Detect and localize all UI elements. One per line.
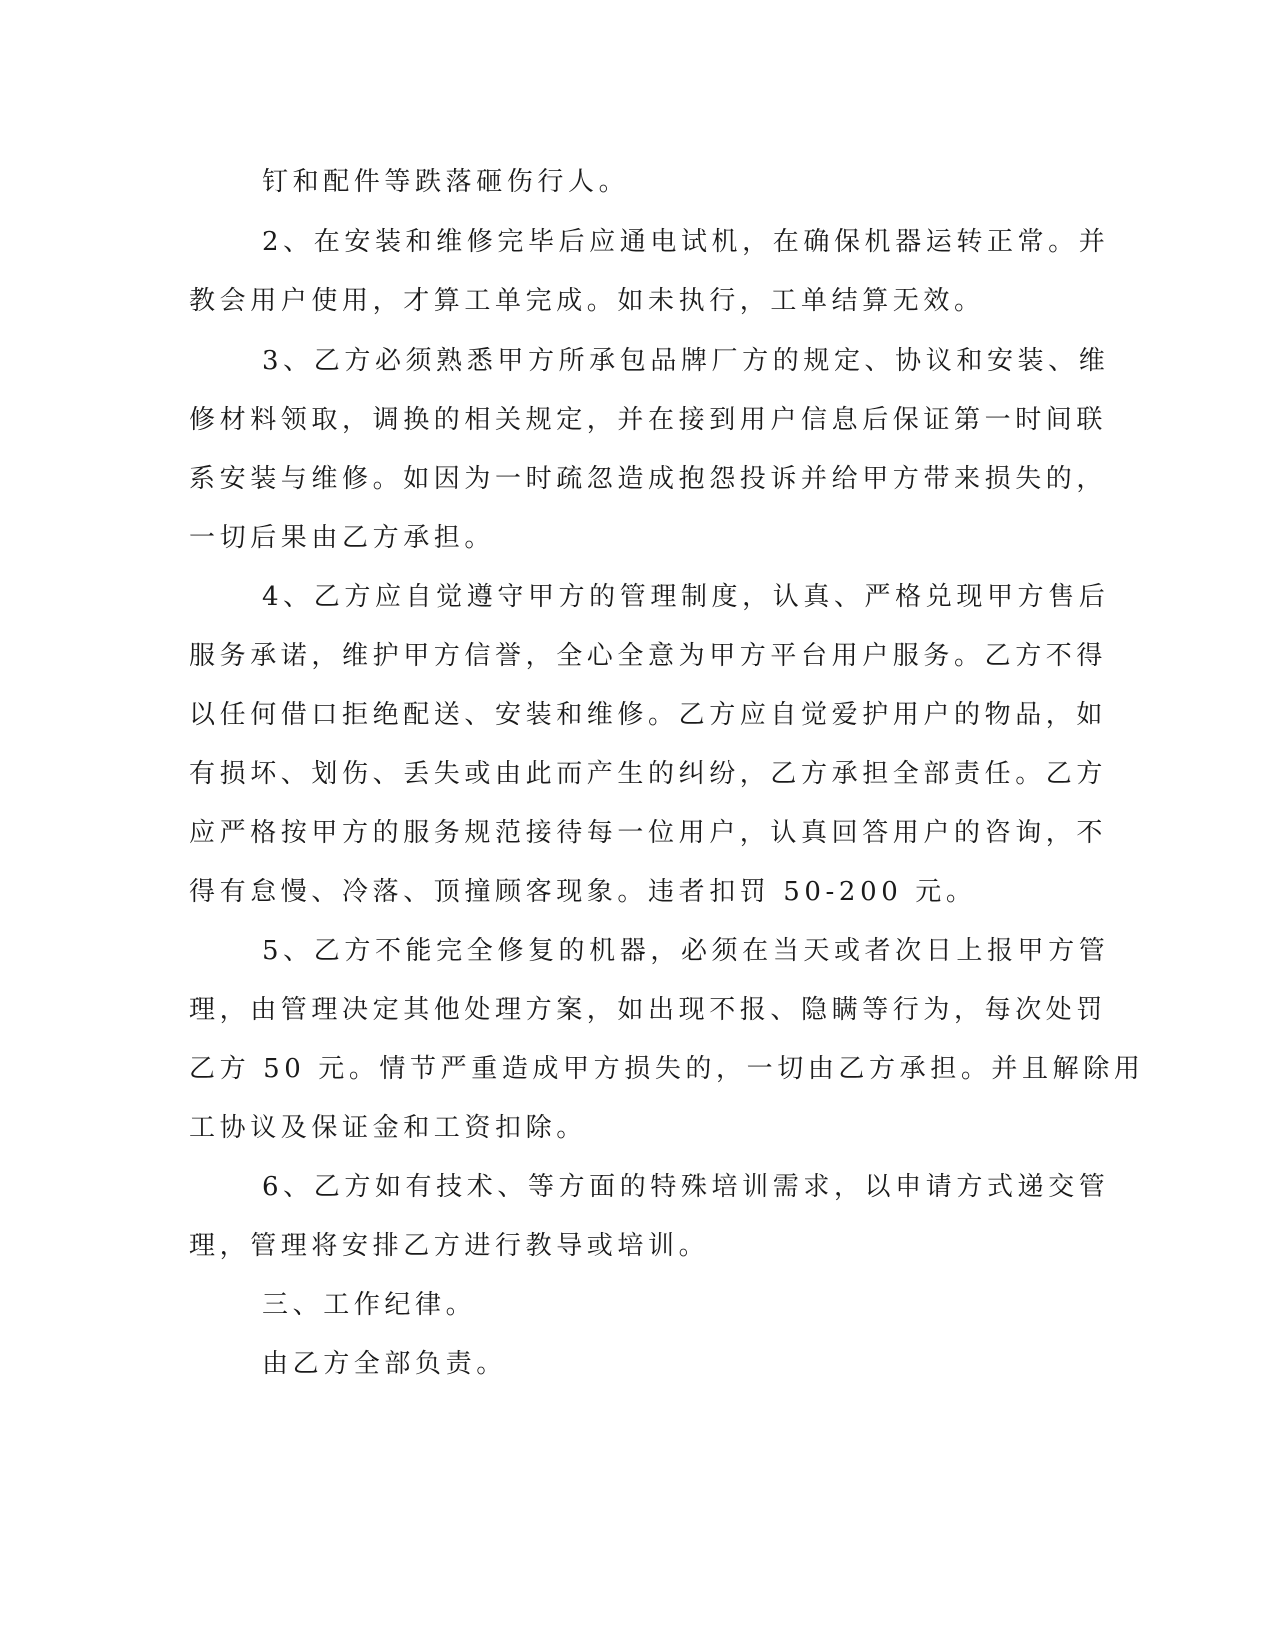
text-line: 钉和配件等跌落砸伤行人。 [262,167,630,197]
text-line: 2、在安装和维修完毕后应通电试机，在确保机器运转正常。并 [262,227,1110,257]
text-line: 教会用户使用，才算工单完成。如未执行，工单结算无效。 [189,286,985,316]
text-line: 有损坏、划伤、丢失或由此而产生的纠纷，乙方承担全部责任。乙方 [189,759,1108,789]
text-line: 6、乙方如有技术、等方面的特殊培训需求，以申请方式递交管 [262,1172,1110,1202]
section-heading: 三、工作纪律。 [262,1290,477,1320]
text-line: 服务承诺，维护甲方信誉，全心全意为甲方平台用户服务。乙方不得 [189,641,1108,671]
text-line: 应严格按甲方的服务规范接待每一位用户，认真回答用户的咨询，不 [189,818,1108,848]
text-line: 理，由管理决定其他处理方案，如出现不报、隐瞒等行为，每次处罚 [189,995,1108,1025]
text-line: 由乙方全部负责。 [262,1349,507,1379]
text-line: 系安装与维修。如因为一时疏忽造成抱怨投诉并给甲方带来损失的， [189,464,1108,494]
text-line: 理，管理将安排乙方进行教导或培训。 [189,1231,710,1261]
text-line: 工协议及保证金和工资扣除。 [189,1113,587,1143]
text-line: 修材料领取，调换的相关规定，并在接到用户信息后保证第一时间联 [189,405,1108,435]
text-line: 得有怠慢、冷落、顶撞顾客现象。违者扣罚 50-200 元。 [189,877,977,907]
text-line: 以任何借口拒绝配送、安装和维修。乙方应自觉爱护用户的物品，如 [189,700,1108,730]
text-line: 一切后果由乙方承担。 [189,523,496,553]
text-line: 乙方 50 元。情节严重造成甲方损失的，一切由乙方承担。并且解除用 [189,1054,1145,1084]
text-line: 5、乙方不能完全修复的机器，必须在当天或者次日上报甲方管 [262,936,1110,966]
text-line: 4、乙方应自觉遵守甲方的管理制度，认真、严格兑现甲方售后 [262,582,1110,612]
text-line: 3、乙方必须熟悉甲方所承包品牌厂方的规定、协议和安装、维 [262,346,1110,376]
